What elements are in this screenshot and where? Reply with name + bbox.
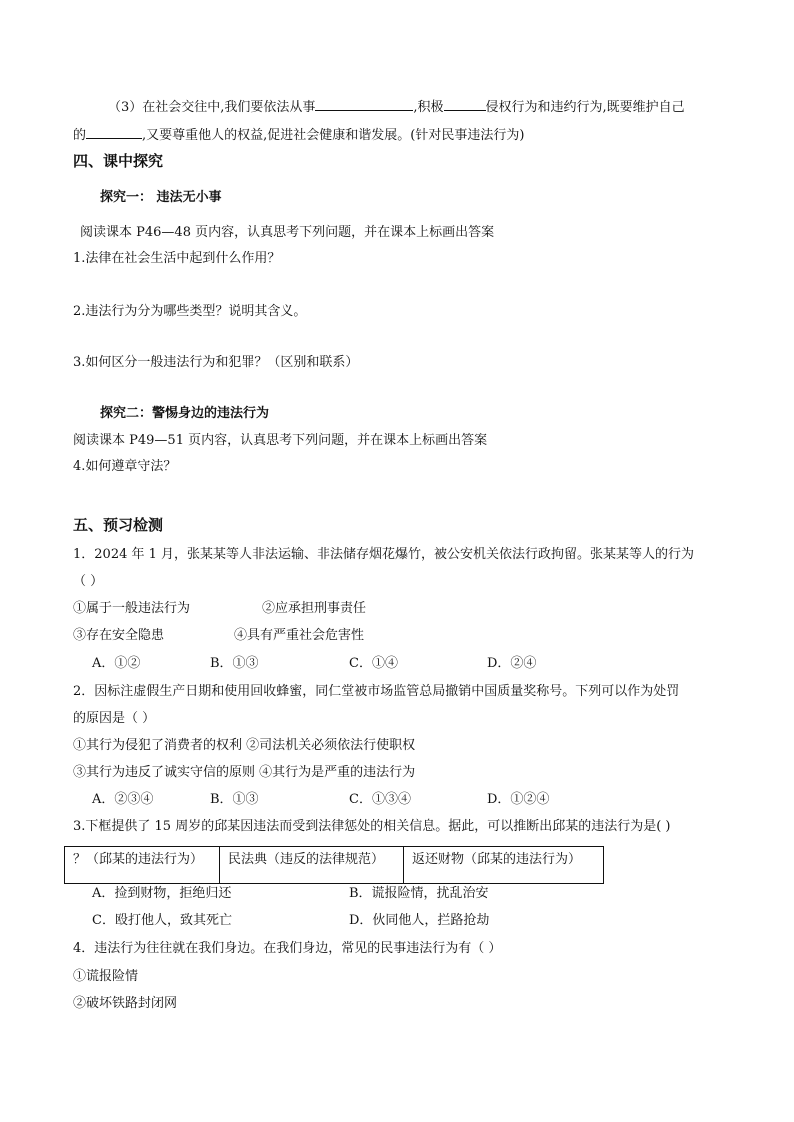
mc2-stem-line-1: 2．因标注虚假生产日期和使用回收蜂蜜，同仁堂被市场监管总局撤销中国质量奖称号。下列可以作为处罚 [73,684,680,699]
intro-line-2: 的 ,又要尊重他人的权益,促进社会健康和谐发展。(针对民事违法行为) [73,124,524,145]
mc1-statement-3: ③存在安全隐患 [73,628,165,643]
mc1-stem-line-1: 1．2024 年 1 月，张某某等人非法运输、非法储存烟花爆竹，被公安机关依法行政拘留。张某某等人的行为 [73,547,695,562]
mc1-option-b[interactable]: B．①③ [210,656,259,671]
explore-1-instruction: 阅读课本 P46—48 页内容，认真思考下列问题，并在课本上标画出答案 [80,225,495,240]
mc2-statements-1-2: ①其行为侵犯了消费者的权利 ②司法机关必须依法行使职权 [73,738,416,753]
mc1-statement-1: ①属于一般违法行为 [73,601,191,616]
table-cell-behavior: ？（邱某的违法行为） [65,847,220,883]
intro-line-1: （3）在社会交往中,我们要依法从事 ,积极 侵权行为和违约行为,既要维护自己 [108,96,685,117]
mc4-stem: 4．违法行为往往就在我们身边。在我们身边，常见的民事违法行为有（ ） [73,941,502,956]
explore-2-title: 探究二：警惕身边的违法行为 [100,406,270,421]
question-1: 1.法律在社会生活中起到什么作用？ [73,251,281,266]
mc1-option-a[interactable]: A．①② [92,656,141,671]
mc2-option-b[interactable]: B．①③ [210,792,259,807]
question-3: 3.如何区分一般违法行为和犯罪？（区别和联系） [73,355,359,370]
mc1-statement-4: ④具有严重社会危害性 [234,628,365,643]
mc2-option-c[interactable]: C．①③④ [349,792,411,807]
table-cell-law: 民法典（违反的法律规范） [220,847,404,883]
section-5-title: 五、预习检测 [73,516,164,534]
question-4: 4.如何遵章守法？ [73,459,177,474]
mc2-stem-line-2: 的原因是（ ） [73,711,156,726]
mc2-statements-3-4: ③其行为违反了诚实守信的原则 ④其行为是严重的违法行为 [73,765,416,780]
mc1-option-d[interactable]: D．②④ [487,656,537,671]
mc3-option-a[interactable]: A．捡到财物，拒绝归还 [92,886,232,901]
mc4-statement-2: ②破坏铁路封闭网 [73,996,178,1011]
explore-1-title: 探究一： 违法无小事 [100,190,222,205]
mc1-statement-2: ②应承担刑事责任 [262,601,367,616]
mc1-option-c[interactable]: C．①④ [349,656,398,671]
mc3-option-b[interactable]: B．谎报险情，扰乱治安 [349,886,489,901]
mc2-option-a[interactable]: A．②③④ [92,792,154,807]
mc3-option-c[interactable]: C．殴打他人，致其死亡 [92,913,232,928]
mc3-option-d[interactable]: D．伙同他人，拦路抢劫 [349,913,490,928]
question-2: 2.违法行为分为哪些类型？说明其含义。 [73,304,307,319]
table-cell-liability: 返还财物（邱某的违法行为） [412,852,582,867]
mc1-stem-line-2: （ ） [73,574,104,589]
fill-blank[interactable] [315,96,413,111]
fill-blank[interactable] [444,96,486,111]
info-table [64,846,604,884]
mc3-stem: 3.下框提供了 15 周岁的邱某因违法而受到法律惩处的相关信息。据此，可以推断出邱某的违法行为是( ) [73,819,671,834]
mc2-option-d[interactable]: D．①②④ [487,792,550,807]
explore-2-instruction: 阅读课本 P49—51 页内容，认真思考下列问题，并在课本上标画出答案 [73,433,488,448]
fill-blank[interactable] [86,124,142,139]
mc4-statement-1: ①谎报险情 [73,969,139,984]
section-4-title: 四、课中探究 [73,152,164,170]
